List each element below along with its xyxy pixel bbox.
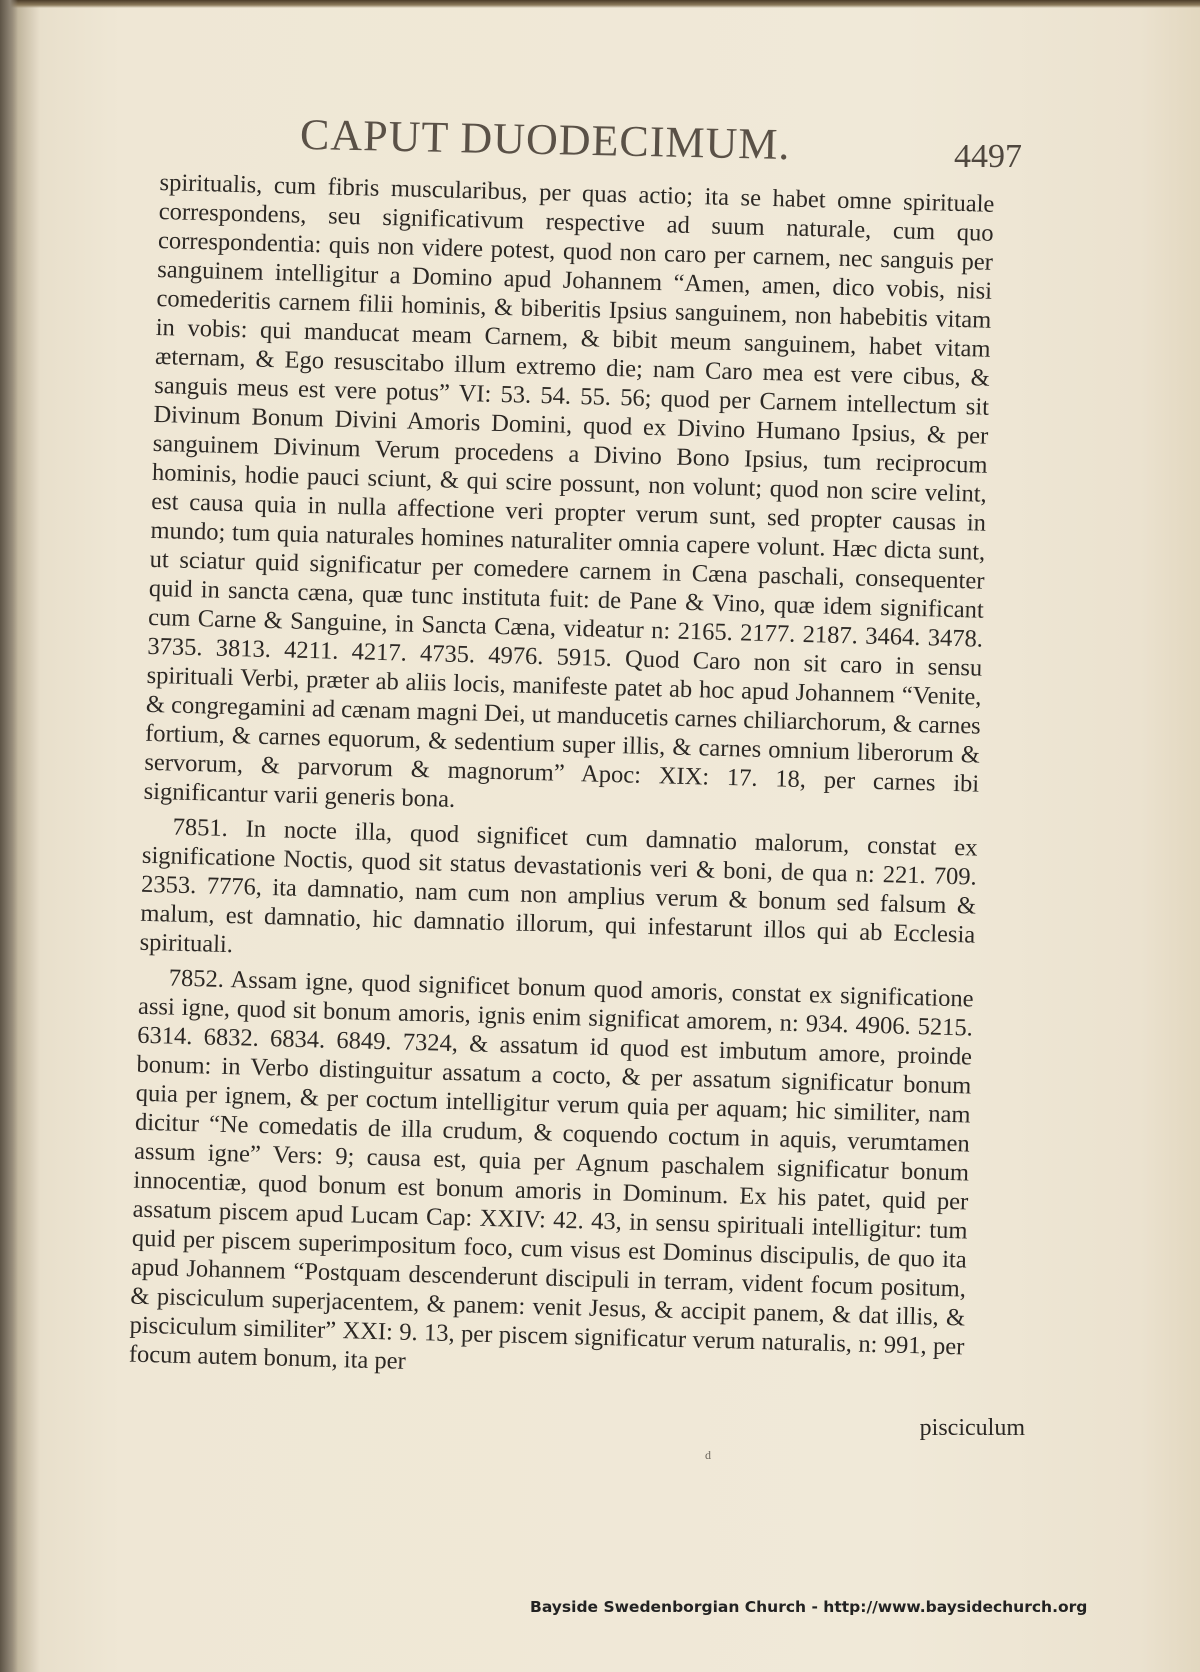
paragraph-continuation: spiritualis, cum fibris muscularibus, per quas actio; ita se habet omne spirituale correspondens, seu significativum respective ad suum naturale, cum quo correspondentia: quis non videre potest, quod non caro per carnem, nec sanguis per sanguinem intelligitur a Domino apud Johannem “Amen, amen, dico vobis, nisi comederitis carnem filii hominis, & biberitis Ipsius sanguinem, non habebitis vitam in vobis: qui manducat meam Carnem, & bibit meum sanguinem, habet vitam æternam, & Ego resuscitabo illum extremo die; nam Caro mea est vere cibus, & sanguis meus est vere potus” VI: 53. 54. 55. 56; quod per Carnem intellectum sit Divinum Bonum Divini Amoris Domini, quod ex Divino Humano Ipsius, & per sanguinem Divinum Verum procedens a Divino Bono Ipsius, tum reciprocum hominis, hodie pauci sciunt, & qui scire possunt, non volunt; quod non scire velint, est causa quia in nulla affectione veri propter verum sunt, sed propter causas in mundo; tum quia naturales homines naturaliter omnia capere volunt. Hæc dicta sunt, ut sciatur quid significatur per comedere carnem in Cæna paschali, consequenter quid in sancta cæna, quæ tunc instituta fuit: de Pane & Vino, quæ idem significant cum Carne & Sanguine, in Sancta Cæna, videatur n: 2165. 2177. 2187. 3464. 3478. 3735. 3813. 4211. 4217. 4735. 4976. 5915. Quod Caro non sit caro in sensu spirituali Verbi, præter ab aliis locis, manifeste patet ab hoc apud Johannem “Venite, & congregamini ad cænam magni Dei, ut manducetis carnes chiliarchorum, & carnes fortium, & carnes equorum, & sedentium super illis, & carnes omnium liberorum & servorum, & parvorum & magnorum” Apoc: XIX: 17. 18, per carnes ibi significantur varii generis bona. [143, 168, 995, 813]
signature-mark: d [705, 1448, 711, 1462]
paragraph-7851: 7851. In nocte illa, quod significet cum damnatio malorum, constat ex significatione Noctis, quod sit status devastationis veri & boni, de qua n: 221. 709. 2353. 7776, ita damnatio, nam cum non amplius verum & bonum sed falsum & malum, est damnatio, hic damnatio illorum, qui infestarunt illos qui ab Ecclesia spirituali. [139, 813, 978, 959]
paragraph-7852: 7852. Assam igne, quod significet bonum quod amoris, constat ex significatione assi igne, quod sit bonum amoris, ignis enim significat amorem, n: 934. 4906. 5215. 6314. 6832. 6834. 6849. 7324, & assatum id quod est imbutum amore, proinde bonum: in Verbo distinguitur assatum a cocto, & per assatum significatur bonum quia per ignem, & per coctum intelligitur verum quia per aquam; hic similiter, nam dicitur “Ne comedatis de illa crudum, & coquendo coctum in aquis, verumtamen assum igne” Vers: 9; causa est, quia per Agnum paschalem significatur bonum innocentiæ, quod bonum est bonum amoris in Dominum. Ex his patet, quid per assatum piscem apud Lucam Cap: XXIV: 42. 43, in sensu spirituali intelligitur: tum quid per piscem superimpositum foco, cum visus est Dominus discipulis, de quo ita apud Johannem “Postquam descenderunt discipuli in terram, vident focum positum, & pisciculum superjacentem, & panem: venit Jesus, & accipit panem, & dat illis, & pisciculum similiter” XXI: 9. 13, per piscem significatur verum naturalis, n: 991, per focum autem bonum, ita per [128, 964, 974, 1375]
footer-credit: Bayside Swedenborgian Church - http://www.baysidechurch.org [530, 1598, 1088, 1616]
running-title: CAPUT DUODECIMUM. [299, 109, 791, 170]
catch-word: pisciculum [919, 1415, 1025, 1441]
book-gutter-shadow [0, 0, 18, 1672]
book-top-edge [0, 0, 1200, 8]
page-number: 4497 [954, 138, 1022, 175]
page-header [170, 108, 1030, 175]
body-text [128, 168, 994, 1396]
